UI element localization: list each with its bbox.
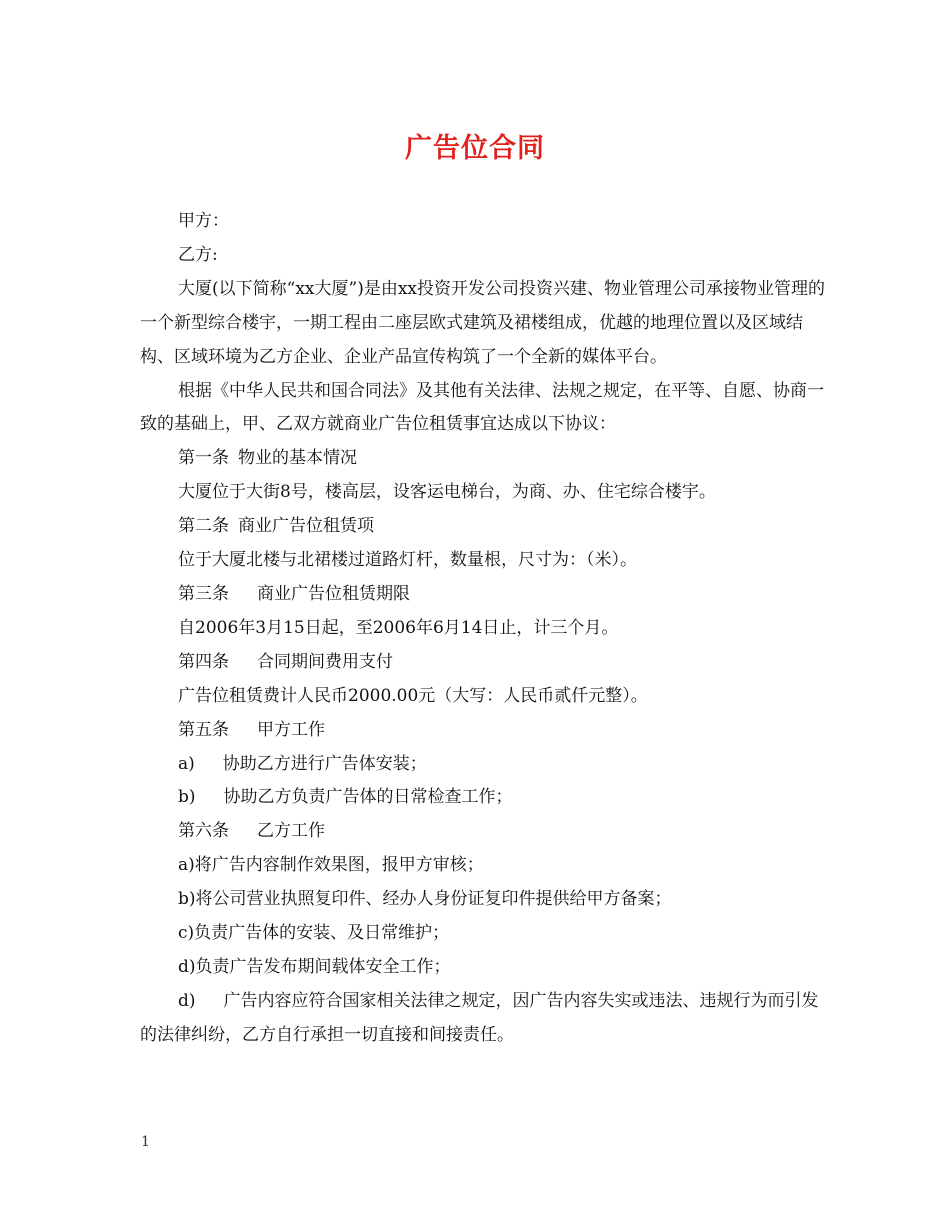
article-5-heading [140,714,830,748]
article-4-title: 合同期间费用支付 [257,651,393,672]
list-item-text: 协助乙方负责广告体的日常检查工作； [223,787,513,808]
article-6-item-d: d)负责广告发布期间载体安全工作； [178,956,451,977]
article-1-text: 大厦位于大街8号，楼高层，设客运电梯台，为商、办、住宅综合楼宇。 [178,482,716,503]
article-6-title: 乙方工作 [257,821,325,842]
article-2-title: 商业广告位租赁项 [238,516,374,537]
article-6-item-a: a)将广告内容制作效果图，报甲方审核； [178,855,484,876]
article-3-title: 商业广告位租赁期限 [257,583,410,604]
document-body [140,205,830,1053]
article-4-number: 第四条 [178,651,229,672]
article-4-heading [140,646,830,680]
article-6-item-d-liability [140,985,830,1053]
article-5-title: 甲方工作 [257,719,325,740]
document-title: 广告位合同 [405,133,545,164]
article-6-number: 第六条 [178,821,229,842]
article-1-number: 第一条 [178,448,229,469]
article-5-item-a [140,748,830,782]
article-6-item-c: c)负责广告体的安装、及日常维护； [178,923,450,944]
article-2-number: 第二条 [178,516,229,537]
article-3-heading [140,578,830,612]
article-5-number: 第五条 [178,719,229,740]
article-3-text: 自2006年3月15日起，至2006年6月14日止，计三个月。 [178,617,619,638]
article-1-title: 物业的基本情况 [238,448,357,469]
article-6-item-b: b)将公司营业执照复印件、经办人身份证复印件提供给甲方备案； [178,889,672,910]
page-number: 1 [141,1134,150,1150]
article-1-heading [140,442,830,476]
article-2-heading [140,510,830,544]
article-2-text: 位于大厦北楼与北裙楼过道路灯杆，数量根，尺寸为：（米）。 [178,550,637,571]
intro-paragraph: 大厦(以下简称“xx大厦”)是由xx投资开发公司投资兴建、物业管理公司承接物业管理的一个新型综合楼宇，一期工程由二座层欧式建筑及裙楼组成，优越的地理位置以及区域结构、区域环境为乙方企业、企业产品宣传构筑了一个全新的媒体平台。 [140,278,825,367]
article-6-heading [140,815,830,849]
list-item-text: 广告内容应符合国家相关法律之规定，因广告内容失实或违法、违规行为而引发的法律纠纷，乙方自行承担一切直接和间接责任。 [140,990,819,1045]
list-marker: b) [178,787,196,808]
party-b-label: 乙方: [178,244,218,265]
article-4-text: 广告位租赁费计人民币2000.00元（大写：人民币贰仟元整）。 [178,685,648,706]
party-a-label: 甲方： [178,211,229,231]
basis-paragraph: 根据《中华人民共和国合同法》及其他有关法律、法规之规定，在平等、自愿、协商一致的基础上，甲、乙双方就商业广告位租赁事宜达成以下协议： [140,380,824,435]
article-5-item-b [140,781,830,815]
list-marker: d) [178,990,196,1011]
article-3-number: 第三条 [178,583,229,604]
list-item-text: 协助乙方进行广告体安装； [222,753,427,774]
list-marker: a) [178,753,195,774]
